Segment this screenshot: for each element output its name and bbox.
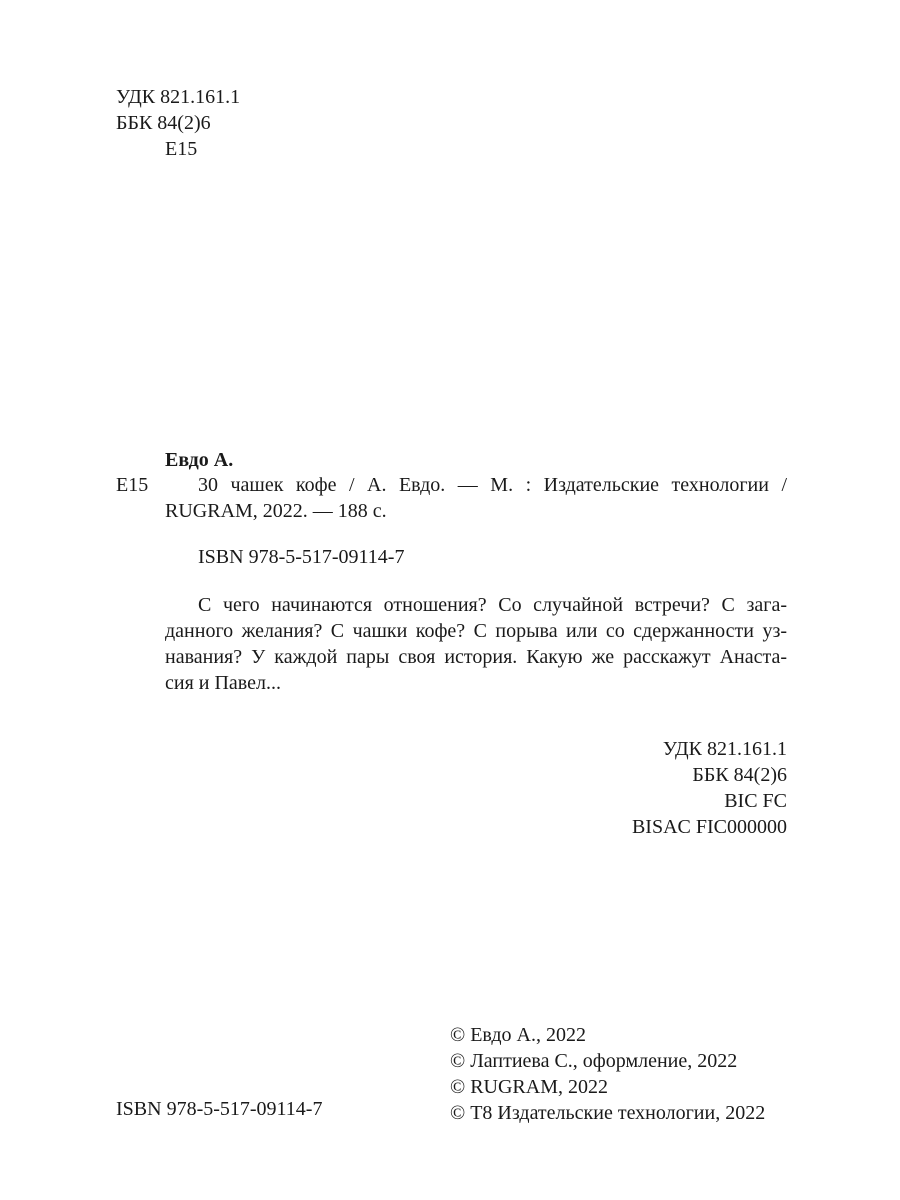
copyright-notices [450,1022,765,1126]
copyright-line: © Евдо А., 2022 [450,1024,586,1046]
abstract-line: навания? У каждой пары своя история. Какую же расскажут Анаста- [165,646,787,668]
udc-code: УДК 821.161.1 [662,738,787,760]
udc-code-top: УДК 821.161.1 [116,86,241,108]
copyright-line: © RUGRAM, 2022 [450,1076,608,1098]
author-name: Евдо А. [165,449,234,471]
bib-description-line: RUGRAM, 2022. — 188 с. [165,500,387,522]
copyright-line: © Т8 Издательские технологии, 2022 [450,1102,766,1124]
abstract-paragraph [165,592,787,696]
bbk-code-top: ББК 84(2)6 [116,112,211,134]
author-index-top: Е15 [165,138,198,160]
isbn-bottom: ISBN 978-5-517-09114-7 [116,1098,323,1120]
bbk-code: ББК 84(2)6 [692,764,787,786]
isbn-mid: ISBN 978-5-517-09114-7 [198,546,405,568]
bib-description-line: 30 чашек кофе / А. Евдо. — М. : Издательские технологии / [198,474,787,496]
abstract-line: данного желания? С чашки кофе? С порыва или со сдержанности уз- [165,620,787,642]
bibliographic-description [165,472,787,524]
abstract-line: С чего начинаются отношения? Со случайной встречи? С зага- [198,594,787,616]
classification-codes [632,736,787,840]
copyright-line: © Лаптиева С., оформление, 2022 [450,1050,738,1072]
author-index-mid: Е15 [116,474,149,496]
abstract-line: сия и Павел... [165,672,281,694]
bisac-code: BISAC FIC000000 [631,816,787,838]
bic-code: BIC FC [724,790,787,812]
